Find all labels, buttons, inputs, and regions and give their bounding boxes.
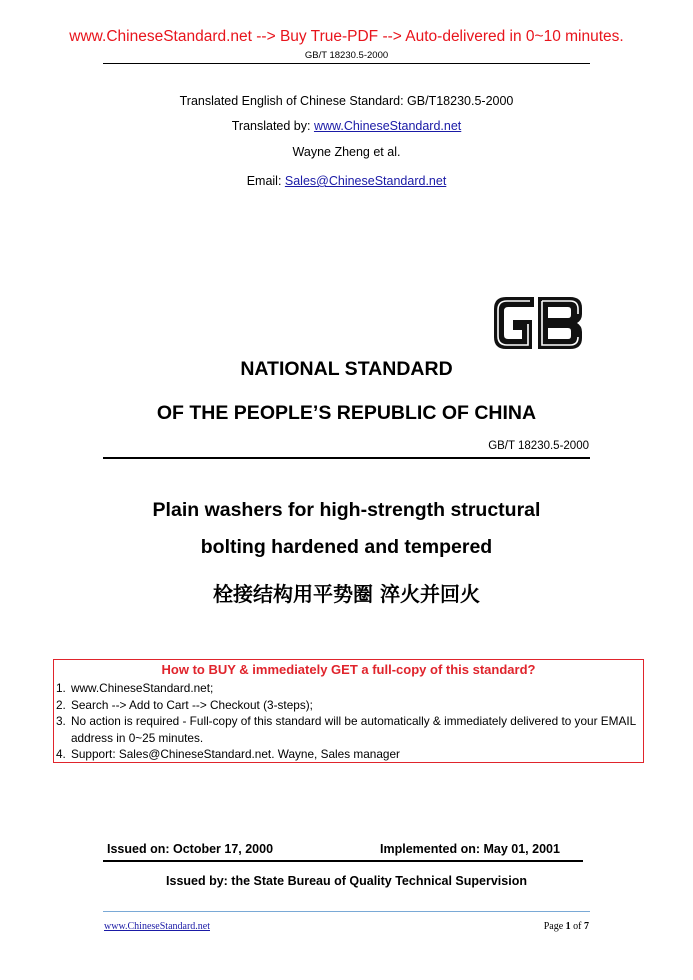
author-line: Wayne Zheng et al. [292, 145, 401, 159]
national-standard-heading: NATIONAL STANDARD [240, 358, 453, 380]
list-item [54, 680, 643, 697]
purchase-steps-list [54, 680, 643, 763]
footer-website-link[interactable]: www.ChineseStandard.net [104, 921, 210, 932]
list-item-text: No action is required - Full-copy of this standard will be automatically & immediately delivered to your EMAIL address in 0~25 minutes. [71, 714, 636, 745]
translated-by-label: Translated by: [231, 119, 314, 133]
page-number [544, 921, 589, 932]
document-title-chinese: 栓接结构用平势圈 淬火并回火 [213, 582, 480, 606]
issued-date: Issued on: October 17, 2000 [107, 842, 274, 856]
page-total: 7 [584, 921, 589, 932]
implemented-date: Implemented on: May 01, 2001 [380, 842, 560, 856]
standard-divider [103, 457, 590, 459]
standard-number: GB/T 18230.5-2000 [488, 440, 589, 452]
list-item-number: 1. [56, 681, 66, 695]
dates-divider [103, 860, 583, 862]
translated-by-link[interactable]: www.ChineseStandard.net [313, 119, 462, 133]
list-item-number: 2. [56, 697, 66, 712]
document-title-line-2: bolting hardened and tempered [200, 536, 493, 558]
list-item-number: 3. [56, 714, 66, 729]
list-item [54, 713, 643, 746]
purchase-info-title: How to BUY & immediately GET a full-copy of this standard? [161, 662, 536, 677]
header-standard-code: GB/T 18230.5-2000 [304, 50, 389, 61]
page-label: Page [543, 921, 566, 932]
email-line [0, 174, 693, 188]
translated-line: Translated English of Chinese Standard: GB/T18230.5-2000 [179, 94, 514, 108]
list-item-text: Support: Sales@ChineseStandard.net. Wayne, Sales manager [71, 747, 400, 762]
list-item-number: 4. [56, 747, 66, 762]
page-of: of [570, 921, 584, 932]
translated-by-line [0, 119, 693, 133]
list-item-text: Search --> Add to Cart --> Checkout (3-steps); [71, 697, 313, 712]
issuing-authority: Issued by: the State Bureau of Quality Technical Supervision [166, 874, 527, 888]
list-item [54, 697, 643, 714]
page-current: 1 [565, 921, 571, 932]
footer-divider [103, 911, 590, 912]
header-divider [103, 63, 590, 64]
document-title-line-1: Plain washers for high-strength structural [152, 499, 541, 521]
gb-logo [490, 292, 586, 354]
email-link[interactable]: Sales@ChineseStandard.net [284, 174, 447, 188]
prc-heading: OF THE PEOPLE’S REPUBLIC OF CHINA [156, 402, 537, 424]
list-item [54, 746, 643, 763]
list-item-text: www.ChineseStandard.net; [71, 681, 214, 695]
top-banner[interactable]: www.ChineseStandard.net --> Buy True-PDF --> Auto-delivered in 0~10 minutes. [69, 28, 624, 45]
email-label: Email: [246, 174, 285, 188]
purchase-info-box [53, 659, 644, 763]
